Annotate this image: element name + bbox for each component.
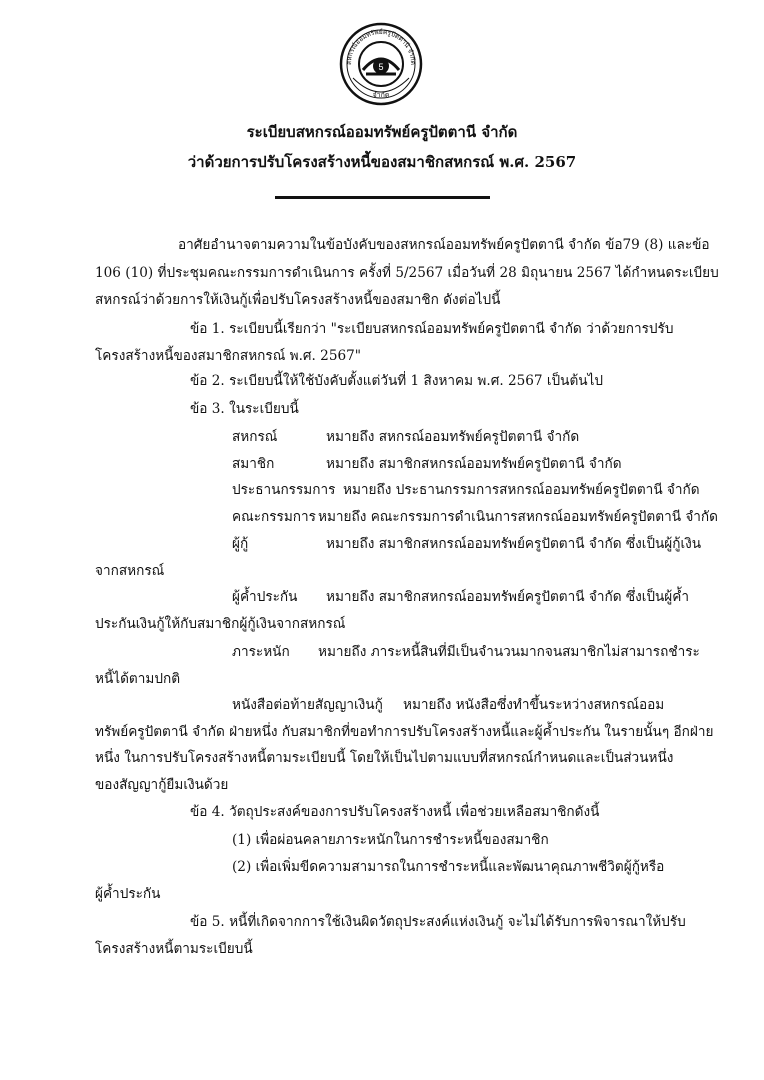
definition-term: คณะกรรมการ <box>232 509 316 525</box>
definition-continuation: หนี้ได้ตามปกติ <box>95 671 181 687</box>
definition-term: ภาระหนัก <box>232 644 290 660</box>
title-underline-divider <box>275 196 490 199</box>
definition-meaning: หมายถึง คณะกรรมการดำเนินการสหกรณ์ออมทรัพย์ครูปัตตานี จำกัด <box>318 509 718 525</box>
clause-4-item-1: (1) เพื่อผ่อนคลายภาระหนักในการชำระหนี้ของสมาชิก <box>232 832 549 848</box>
clause-1-line-2: โครงสร้างหนี้ของสมาชิกสหกรณ์ พ.ศ. 2567" <box>95 348 362 364</box>
seal-ring-text: สหกรณ์ออมทรัพย์ครูปัตตานี จำกัด <box>344 27 418 66</box>
seal-base-text: จำกัด <box>372 91 390 99</box>
contract-line-3: ของสัญญากู้ยืมเงินด้วย <box>95 777 229 793</box>
definition-meaning: หมายถึง สหกรณ์ออมทรัพย์ครูปัตตานี จำกัด <box>326 429 580 445</box>
document-title-line2: ว่าด้วยการปรับโครงสร้างหนี้ของสมาชิกสหกรณ์ พ.ศ. 2567 <box>187 153 577 171</box>
clause-4-item-2-cont: ผู้ค้ำประกัน <box>95 886 161 902</box>
preamble-line-1: อาศัยอำนาจตามความในข้อบังคับของสหกรณ์ออมทรัพย์ครูปัตตานี จำกัด ข้อ79 (8) และข้อ <box>178 237 710 253</box>
document-title-line1: ระเบียบสหกรณ์ออมทรัพย์ครูปัตตานี จำกัด <box>246 123 518 141</box>
definition-term: สหกรณ์ <box>232 429 278 445</box>
clause-3-heading: ข้อ 3. ในระเบียบนี้ <box>190 401 299 417</box>
definition-meaning: หมายถึง ภาระหนี้สินที่มีเป็นจำนวนมากจนสมาชิกไม่สามารถชำระ <box>318 644 700 660</box>
cooperative-seal-logo <box>339 22 423 106</box>
contract-line-1: ทรัพย์ครูปัตตานี จำกัด ฝ่ายหนึ่ง กับสมาชิกที่ขอทำการปรับโครงสร้างหนี้และผู้ค้ำประกัน ในรายนั้นๆ อีกฝ่าย <box>95 724 714 740</box>
definition-meaning: หมายถึง สมาชิกสหกรณ์ออมทรัพย์ครูปัตตานี จำกัด <box>326 456 622 472</box>
definition-term: สมาชิก <box>232 456 275 472</box>
definition-meaning: หมายถึง สมาชิกสหกรณ์ออมทรัพย์ครูปัตตานี จำกัด ซึ่งเป็นผู้กู้เงิน <box>326 536 702 552</box>
contract-meaning: หมายถึง หนังสือซึ่งทำขึ้นระหว่างสหกรณ์ออม <box>403 697 665 713</box>
definition-meaning: หมายถึง สมาชิกสหกรณ์ออมทรัพย์ครูปัตตานี จำกัด ซึ่งเป็นผู้ค้ำ <box>326 589 689 605</box>
contract-line-2: หนึ่ง ในการปรับโครงสร้างหนี้ตามระเบียบนี้ โดยให้เป็นไปตามแบบที่สหกรณ์กำหนดและเป็นส่วนหนึ่ง <box>95 750 674 766</box>
clause-1-line-1: ข้อ 1. ระเบียบนี้เรียกว่า "ระเบียบสหกรณ์ออมทรัพย์ครูปัตตานี จำกัด ว่าด้วยการปรับ <box>190 321 674 337</box>
definition-continuation: จากสหกรณ์ <box>95 563 165 579</box>
preamble-line-2: 106 (10) ที่ประชุมคณะกรรมการดำเนินการ ครั้งที่ 5/2567 เมื่อวันที่ 28 มิถุนายน 2567 ได้กำหนดระเบียบ <box>95 265 719 281</box>
definition-term: ผู้ค้ำประกัน <box>232 589 298 605</box>
clause-2-line-1: ข้อ 2. ระเบียบนี้ให้ใช้บังคับตั้งแต่วันที่ 1 สิงหาคม พ.ศ. 2567 เป็นต้นไป <box>190 373 604 389</box>
definition-continuation: ประกันเงินกู้ให้กับสมาชิกผู้กู้เงินจากสหกรณ์ <box>95 616 346 632</box>
definition-meaning: หมายถึง ประธานกรรมการสหกรณ์ออมทรัพย์ครูปัตตานี จำกัด <box>343 482 700 498</box>
clause-5-line-2: โครงสร้างหนี้ตามระเบียบนี้ <box>95 941 253 957</box>
clause-4-heading: ข้อ 4. วัตถุประสงค์ของการปรับโครงสร้างหนี้ เพื่อช่วยเหลือสมาชิกดังนี้ <box>190 804 600 820</box>
clause-5-line-1: ข้อ 5. หนี้ที่เกิดจากการใช้เงินผิดวัตถุประสงค์แห่งเงินกู้ จะไม่ได้รับการพิจารณาให้ปรับ <box>190 914 686 930</box>
contract-term: หนังสือต่อท้ายสัญญาเงินกู้ <box>232 697 383 713</box>
definition-term: ประธานกรรมการ <box>232 482 336 498</box>
preamble-line-3: สหกรณ์ว่าด้วยการให้เงินกู้เพื่อปรับโครงสร้างหนี้ของสมาชิก ดังต่อไปนี้ <box>95 292 501 308</box>
definition-term: ผู้กู้ <box>232 536 249 552</box>
seal-center-number: 5 <box>378 62 384 72</box>
clause-4-item-2: (2) เพื่อเพิ่มขีดความสามารถในการชำระหนี้และพัฒนาคุณภาพชีวิตผู้กู้หรือ <box>232 859 665 875</box>
